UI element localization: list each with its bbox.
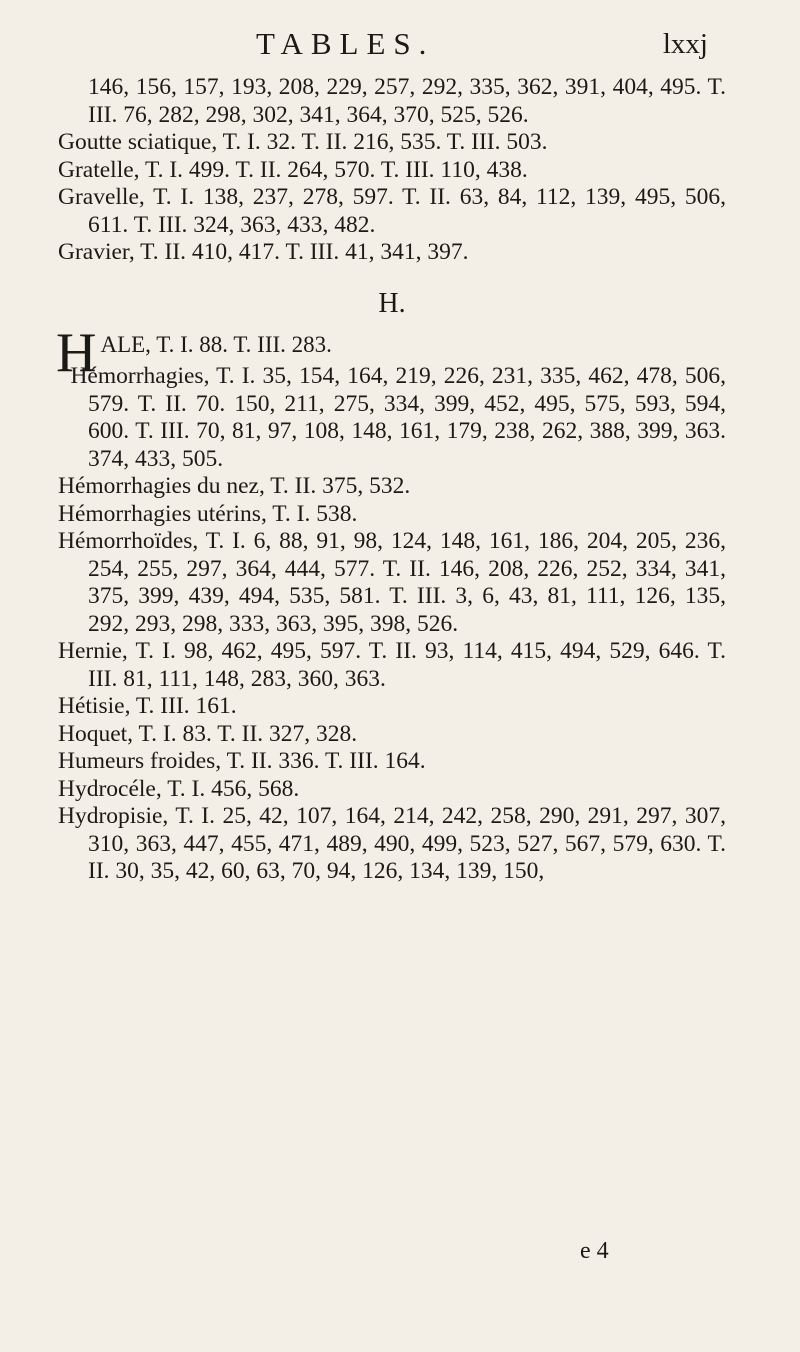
signature-mark: e 4	[580, 1238, 609, 1264]
index-entry: Hoquet, T. I. 83. T. II. 327, 328.	[58, 720, 358, 747]
index-entry: Goutte sciatique, T. I. 32. T. II. 216, 535. T. III. 503.	[58, 129, 548, 155]
index-entry: Hémorrhagies utérins, T. I. 538.	[58, 500, 358, 527]
running-head	[0, 26, 800, 66]
running-title: TABLES.	[256, 26, 435, 61]
index-entry: Gravelle, T. I. 138, 237, 278, 597. T. II. 63, 84, 112, 139, 495, 506, 611. T. III. 324, 363, 433, 482.	[58, 184, 726, 238]
index-entry: Gratelle, T. I. 499. T. II. 264, 570. T. III. 110, 438.	[58, 156, 528, 183]
index-entry-continuation: 146, 156, 157, 193, 208, 229, 257, 292, 335, 362, 391, 404, 495. T. III. 76, 282, 298, 302, 341, 364, 370, 525, 526.	[88, 74, 726, 128]
index-entry: Hémorrhagies du nez, T. II. 375, 532.	[58, 473, 411, 499]
index-entry: Hernie, T. I. 98, 462, 495, 597. T. II. 93, 114, 415, 494, 529, 646. T. III. 81, 111, 148, 283, 360, 363.	[58, 638, 726, 692]
index-entry: Gravier, T. II. 410, 417. T. III. 41, 341, 397.	[58, 239, 469, 265]
index-entry: Humeurs froides, T. II. 336. T. III. 164.	[58, 748, 426, 774]
drop-cap: H	[56, 321, 97, 384]
index-entry: Hydrocéle, T. I. 456, 568.	[58, 775, 300, 802]
index-entry: Hémorrhagies, T. I. 35, 154, 164, 219, 226, 231, 335, 462, 478, 506, 579. T. II. 70. 150, 211, 275, 334, 399, 452, 495, 575, 593, 594, 600. T. III. 70, 81, 97, 108, 148, 161, 179, 238, 262, 388, 399, 363. 374, 433, 505.	[70, 363, 726, 472]
first-entry-text: ALE, T. I. 88. T. III. 283.	[100, 331, 332, 357]
index-entry: Hémorrhoïdes, T. I. 6, 88, 91, 98, 124, 148, 161, 186, 204, 205, 236, 254, 255, 297, 364, 444, 577. T. II. 146, 208, 226, 252, 334, 341, 375, 399, 439, 494, 535, 581. T. III. 3, 6, 43, 81, 111, 126, 135, 292, 293, 298, 333, 363, 395, 398, 526.	[58, 528, 726, 637]
index-column	[58, 74, 726, 886]
section-heading: H.	[378, 287, 406, 319]
page-number: lxxj	[662, 28, 708, 60]
index-entry: Hétisie, T. III. 161.	[58, 693, 237, 719]
index-entry-first	[56, 321, 726, 384]
index-entry: Hydropisie, T. I. 25, 42, 107, 164, 214, 242, 258, 290, 291, 297, 307, 310, 363, 447, 455, 471, 489, 490, 499, 523, 527, 567, 579, 630. T. II. 30, 35, 42, 60, 63, 70, 94, 126, 134, 139, 150,	[58, 803, 726, 884]
